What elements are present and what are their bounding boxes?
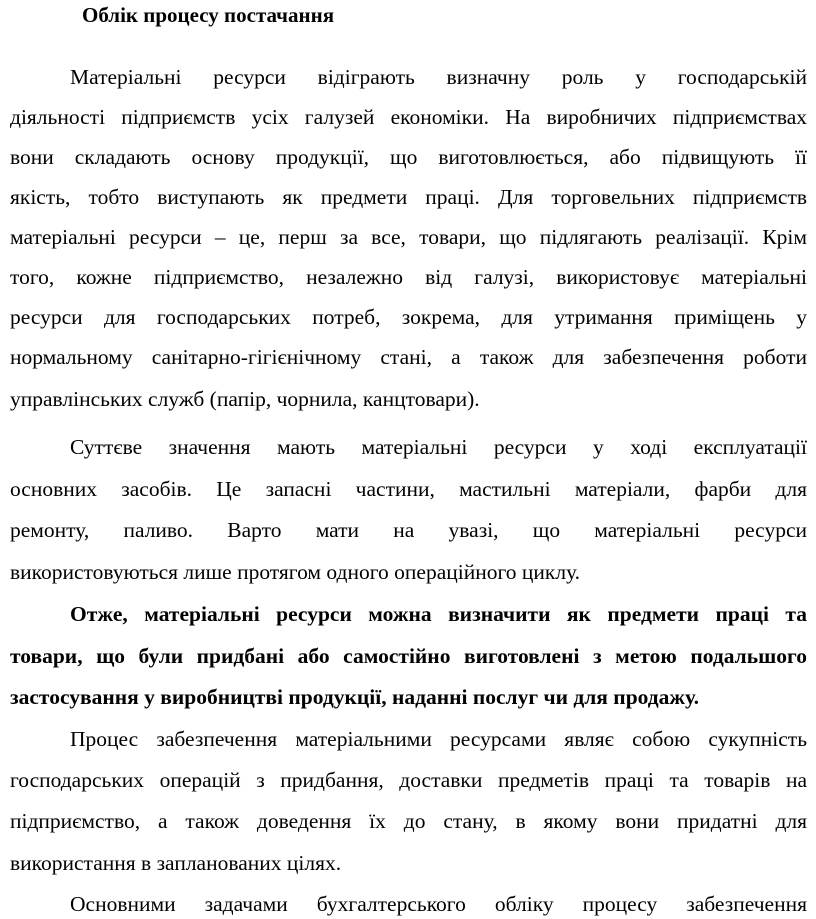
paragraph-2-line-1: Суттєве значення мають матеріальні ресурси у ході експлуатації [70,435,807,459]
paragraph-1-line-2: діяльності підприємств усіх галузей економіки. На виробничих підприємствах [10,105,807,129]
paragraph-1-line-8: нормальному санітарно-гігієнічному стані, а також для забезпечення роботи [10,345,807,369]
paragraph-1-line-9: управлінських служб (папір, чорнила, канцтовари). [10,387,480,411]
paragraph-3-line-1: Отже, матеріальні ресурси можна визначити як предмети праці та [70,602,807,626]
paragraph-1-line-5: матеріальні ресурси – це, перш за все, товари, що підлягають реалізації. Крім [10,225,807,249]
paragraph-4-line-1: Процес забезпечення матеріальними ресурсами являє собою сукупність [70,727,807,751]
paragraph-1-line-6: того, кожне підприємство, незалежно від галузі, використовує матеріальні [10,265,807,289]
document-title: Облік процесу постачання [82,3,335,27]
paragraph-4-line-4: використання в запланованих цілях. [10,851,342,875]
paragraph-1-line-1: Матеріальні ресурси відіграють визначну роль у господарській [70,65,807,89]
paragraph-4-line-2: господарських операцій з придбання, доставки предметів праці та товарів на [10,768,807,792]
paragraph-1-line-3: вони складають основу продукції, що виготовлюється, або підвищують її [10,145,807,169]
paragraph-1-line-7: ресурси для господарських потреб, зокрема, для утримання приміщень у [10,305,807,329]
paragraph-4-line-3: підприємство, а також доведення їх до стану, в якому вони придатні для [10,809,807,833]
paragraph-3-line-3: застосування у виробництві продукції, наданні послуг чи для продажу. [10,685,699,709]
paragraph-5-line-1: Основними задачами бухгалтерського обліку процесу забезпечення [70,892,807,916]
paragraph-1-line-4: якість, тобто виступають як предмети праці. Для торговельних підприємств [10,185,807,209]
paragraph-3-line-2: товари, що були придбані або самостійно виготовлені з метою подальшого [10,644,807,668]
paragraph-2-line-3: ремонту, паливо. Варто мати на увазі, що матеріальні ресурси [10,518,807,542]
paragraph-2-line-2: основних засобів. Це запасні частини, мастильні матеріали, фарби для [10,477,807,501]
paragraph-2-line-4: використовуються лише протягом одного операційного циклу. [10,560,581,584]
